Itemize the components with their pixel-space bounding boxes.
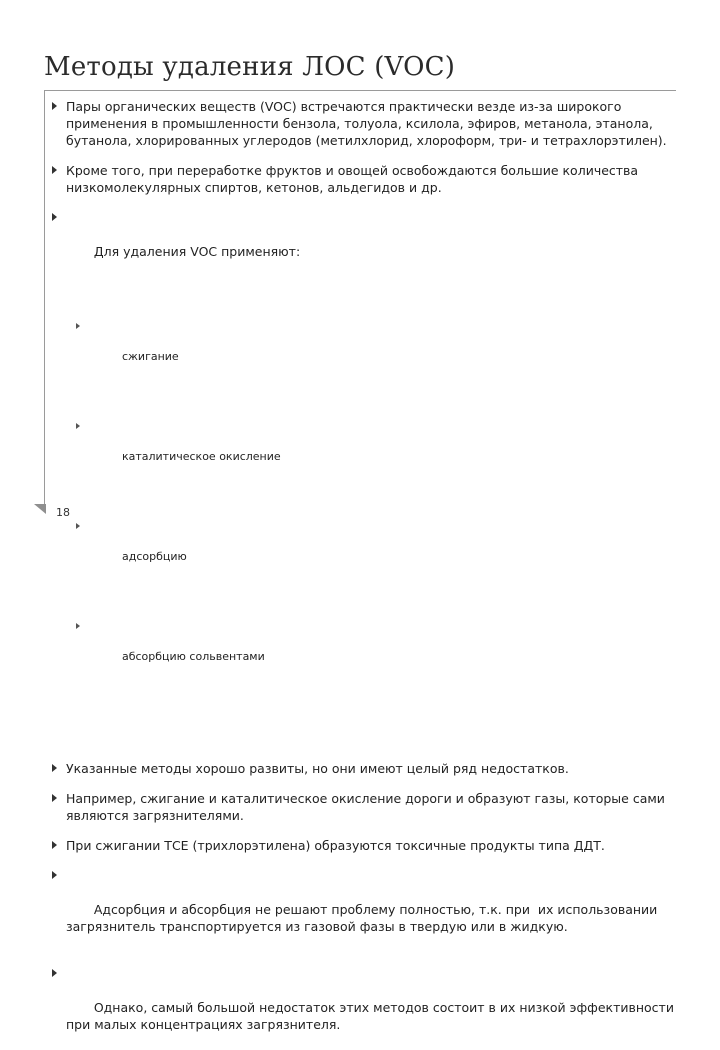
- triangle-bullet-icon: [52, 102, 57, 110]
- list-item: [52, 965, 692, 1050]
- triangle-bullet-icon: [52, 841, 57, 849]
- corner-triangle-icon: [34, 504, 46, 514]
- list-item-text: Указанные методы хорошо развиты, но они имеют целый ряд недостатков.: [66, 761, 569, 776]
- sub-list-item: [68, 319, 692, 379]
- sub-list-item-text: сжигание: [121, 350, 179, 363]
- list-item: [52, 790, 692, 824]
- triangle-bullet-icon: [52, 213, 57, 221]
- triangle-bullet-icon: [76, 623, 80, 629]
- list-item: [52, 760, 692, 777]
- triangle-bullet-icon: [52, 166, 57, 174]
- sub-list-item-text: каталитическое окисление: [121, 450, 281, 463]
- list-item-text: Для удаления VOC применяют:: [89, 244, 301, 259]
- list-item: [52, 98, 692, 149]
- list-item-text: Адсорбция и абсорбция не решают проблему полностью, т.к. при их использовании загрязнитель транспортируется из газовой фазы в твердую или в жидкую.: [66, 902, 662, 934]
- list-item: [52, 162, 692, 196]
- left-border-line: [44, 90, 45, 508]
- sub-list-item: [68, 419, 692, 479]
- triangle-bullet-icon: [52, 969, 57, 977]
- list-item-text: При сжигании ТСЕ (трихлорэтилена) образуются токсичные продукты типа ДДТ.: [66, 838, 605, 853]
- triangle-bullet-icon: [52, 794, 57, 802]
- page-number: 18: [56, 506, 70, 519]
- bullet-list: [52, 98, 692, 1050]
- list-item: [52, 837, 692, 854]
- slide-title: Методы удаления ЛОС (VOC): [44, 52, 456, 82]
- triangle-bullet-icon: [52, 764, 57, 772]
- list-item-text: Пары органических веществ (VOC) встречаются практически везде из-за широкого применения в промышленности бензола, толуола, ксилола, эфиров, метанола, этанола, бутанола, хлорированных углеродов (метилхлорид, хлороформ, три- и тетрахлорэтилен).: [66, 99, 667, 148]
- list-item: [52, 209, 692, 747]
- list-item-text: Например, сжигание и каталитическое окисление дороги и образуют газы, которые сами являются загрязнителями.: [66, 791, 665, 823]
- list-item-text: Кроме того, при переработке фруктов и овощей освобождаются большие количества низкомолекулярных спиртов, кетонов, альдегидов и др.: [66, 163, 639, 195]
- sub-list-item-text: абсорбцию сольвентами: [121, 650, 265, 663]
- title-divider: [44, 90, 676, 91]
- list-item: [52, 867, 692, 952]
- sub-list-item: [68, 619, 692, 679]
- triangle-bullet-icon: [52, 871, 57, 879]
- sub-list-item: [68, 519, 692, 579]
- sub-list: [68, 285, 692, 713]
- sub-list-item-text: адсорбцию: [121, 550, 187, 563]
- triangle-bullet-icon: [76, 323, 80, 329]
- list-item-text: Однако, самый большой недостаток этих методов состоит в их низкой эффективности при малых концентрациях загрязнителя.: [66, 1000, 678, 1032]
- triangle-bullet-icon: [76, 423, 80, 429]
- triangle-bullet-icon: [76, 523, 80, 529]
